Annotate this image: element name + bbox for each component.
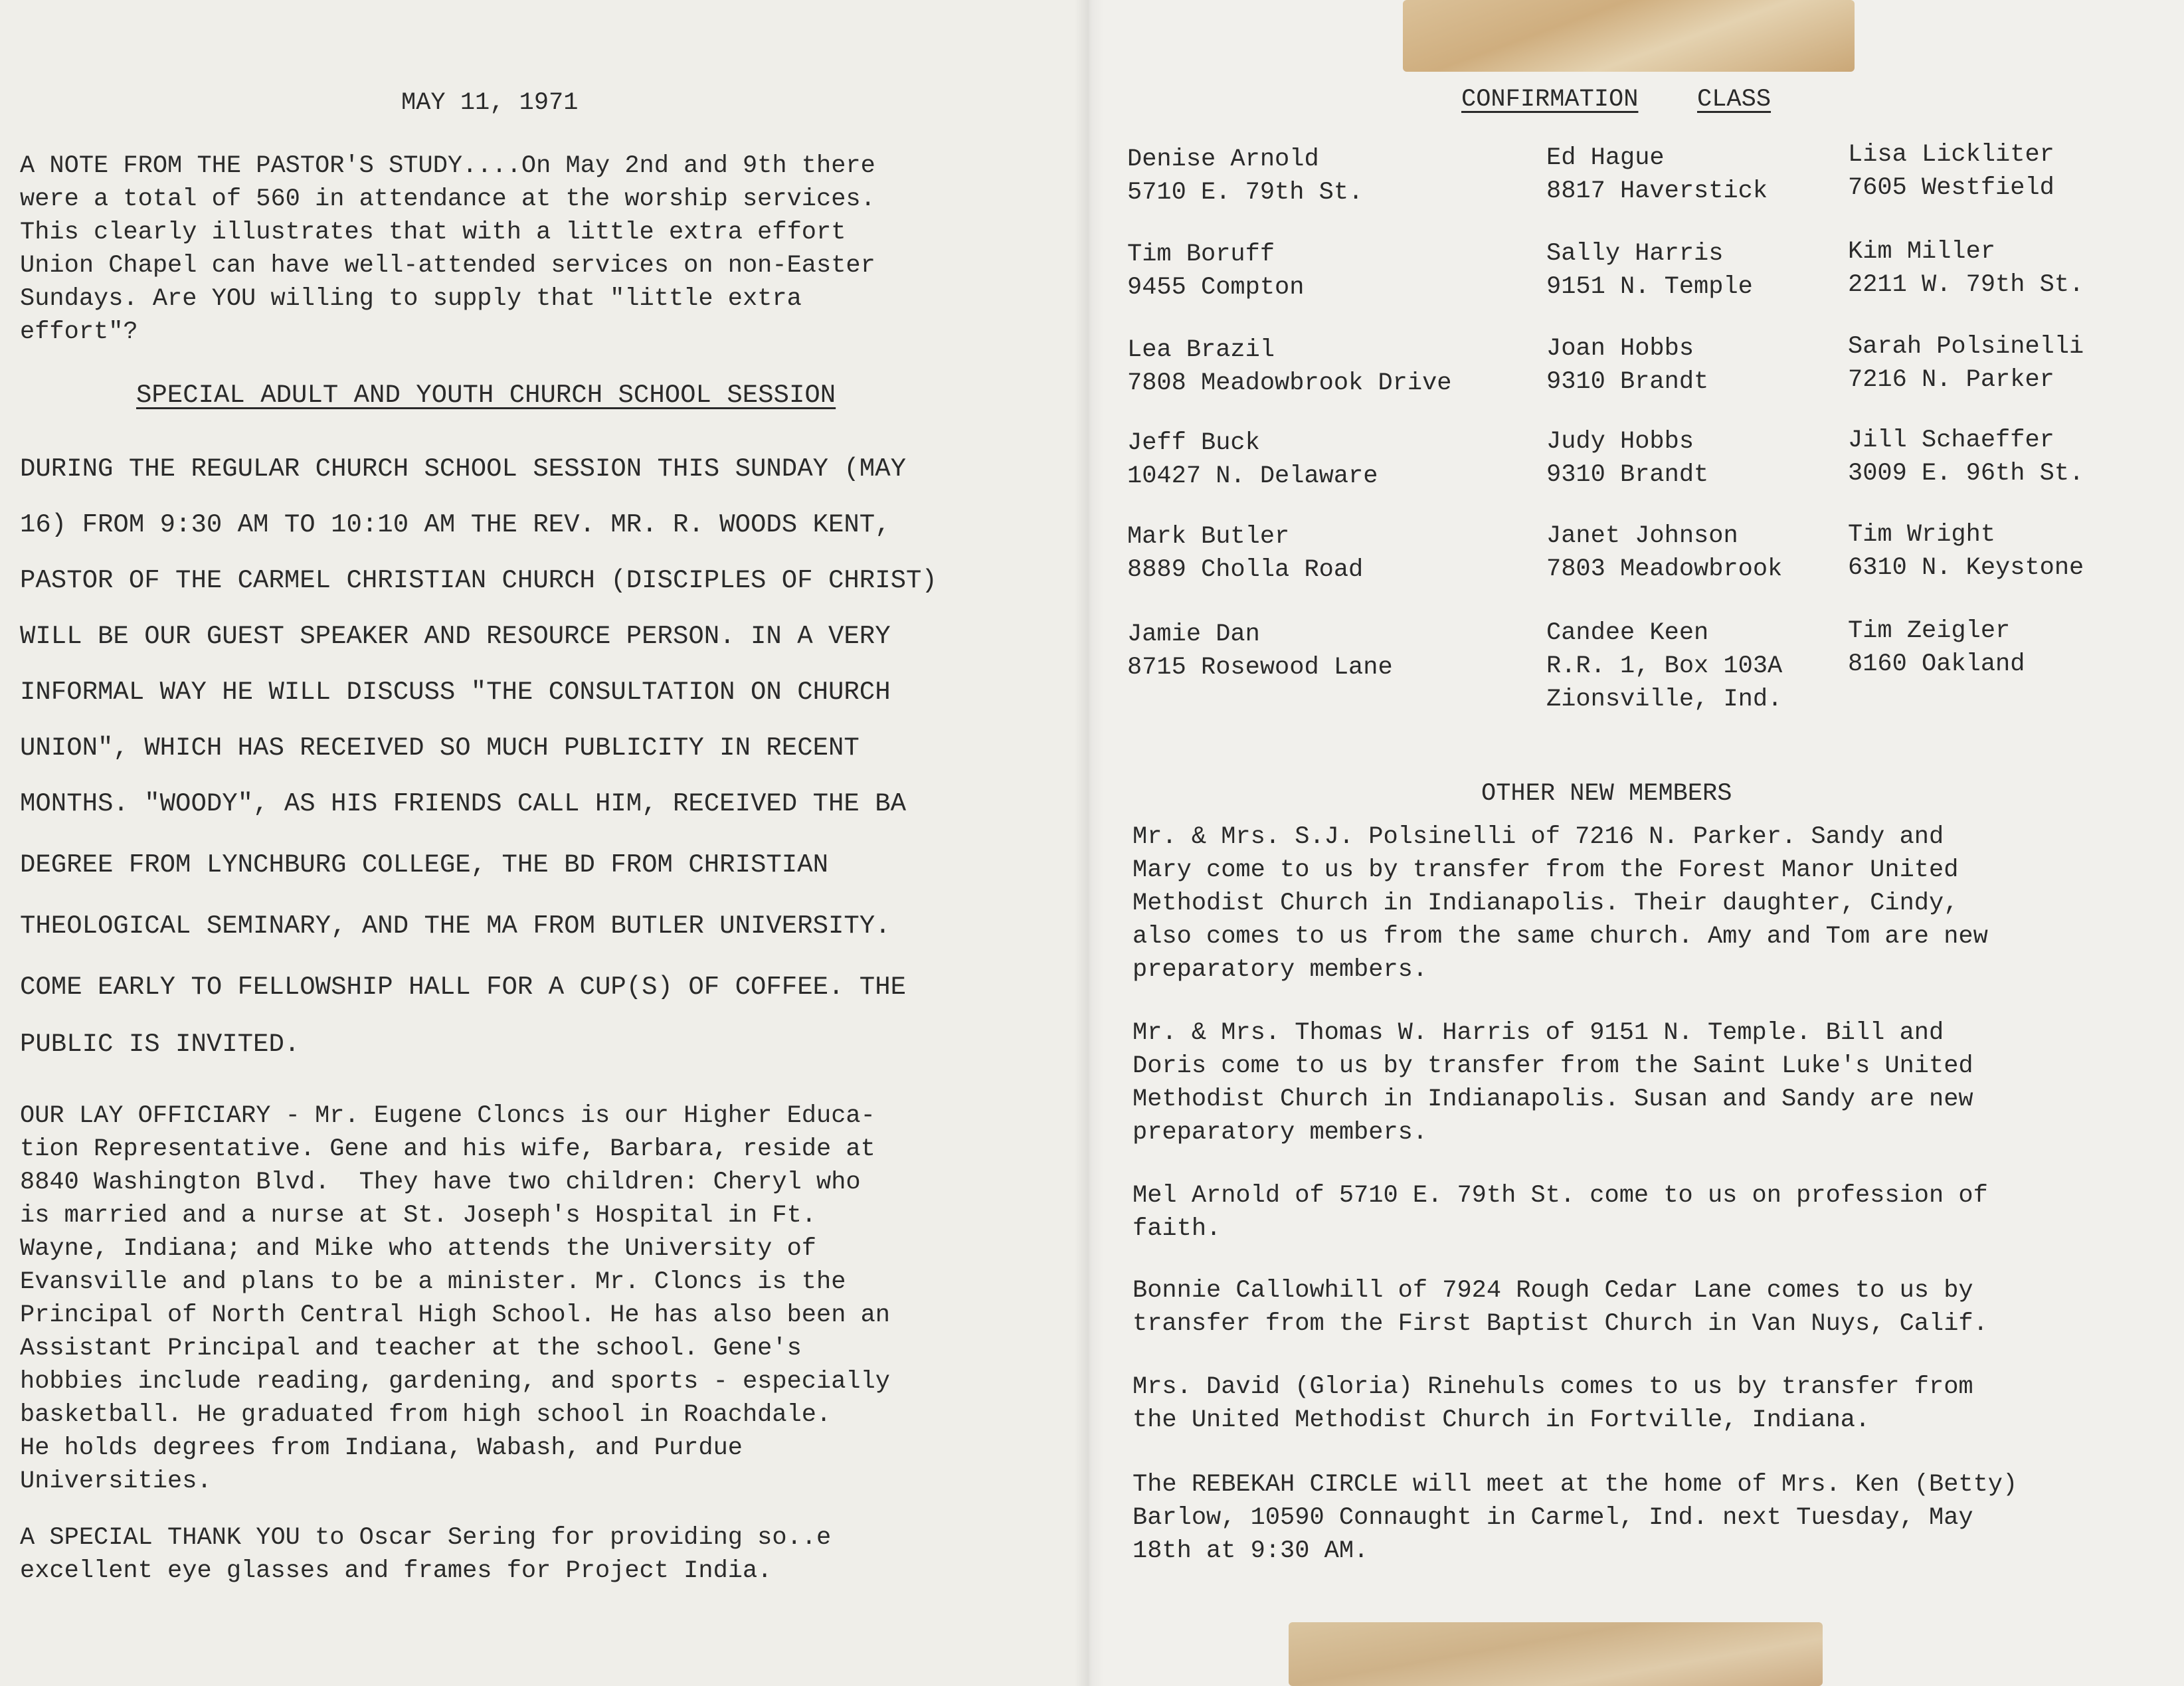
member-name: Sarah Polsinelli: [1848, 333, 2084, 361]
other-member-line: Methodist Church in Indianapolis. Susan and Sandy are new: [1133, 1085, 1973, 1113]
other-member-line: Doris come to us by transfer from the Saint Luke's United: [1133, 1052, 1973, 1080]
thank-you-line: A SPECIAL THANK YOU to Oscar Sering for providing so..e: [20, 1524, 832, 1552]
member-address: 9151 N. Temple: [1546, 273, 1753, 301]
member-name: Candee Keen: [1546, 619, 1709, 647]
other-member-line: 18th at 9:30 AM.: [1133, 1537, 1369, 1565]
special-session-line: MONTHS. "WOODY", AS HIS FRIENDS CALL HIM, RECEIVED THE BA: [20, 789, 907, 818]
tape-strip-bottom: [1289, 1622, 1823, 1686]
lay-officiary-line: Principal of North Central High School. He has also been an: [20, 1301, 891, 1329]
member-address: 7808 Meadowbrook Drive: [1127, 369, 1452, 397]
other-member-line: also comes to us from the same church. Amy and Tom are new: [1133, 923, 1988, 951]
member-name: Sally Harris: [1546, 240, 1724, 268]
member-name: Tim Boruff: [1127, 240, 1275, 268]
confirmation-heading-word1: CONFIRMATION: [1461, 86, 1639, 114]
other-member-line: Mrs. David (Gloria) Rinehuls comes to us by transfer from: [1133, 1373, 1973, 1401]
lay-officiary-line: tion Representative. Gene and his wife, Barbara, reside at: [20, 1135, 875, 1163]
member-address: 7605 Westfield: [1848, 174, 2054, 202]
lay-officiary-line: Wayne, Indiana; and Mike who attends the University of: [20, 1235, 816, 1263]
member-name: Lea Brazil: [1127, 336, 1275, 364]
pastor-note-line: Sundays. Are YOU willing to supply that "little extra: [20, 285, 802, 313]
lay-officiary-line: OUR LAY OFFICIARY - Mr. Eugene Cloncs is our Higher Educa-: [20, 1102, 875, 1130]
member-address: 6310 N. Keystone: [1848, 554, 2084, 582]
special-session-line: DURING THE REGULAR CHURCH SCHOOL SESSION THIS SUNDAY (MAY: [20, 454, 907, 484]
other-member-line: Bonnie Callowhill of 7924 Rough Cedar Lane comes to us by: [1133, 1277, 1973, 1305]
page-fold: [1075, 0, 1104, 1686]
member-address: 9455 Compton: [1127, 274, 1305, 302]
member-name: Denise Arnold: [1127, 145, 1319, 173]
member-name: Kim Miller: [1848, 238, 1996, 266]
other-member-line: faith.: [1133, 1215, 1222, 1243]
date-heading: MAY 11, 1971: [401, 89, 579, 117]
member-address: R.R. 1, Box 103A: [1546, 652, 1783, 680]
pastor-note-line: effort"?: [20, 318, 138, 346]
special-session-heading: SPECIAL ADULT AND YOUTH CHURCH SCHOOL SESSION: [136, 381, 836, 410]
other-member-line: Mr. & Mrs. S.J. Polsinelli of 7216 N. Parker. Sandy and: [1133, 823, 1944, 851]
special-session-line: PASTOR OF THE CARMEL CHRISTIAN CHURCH (DISCIPLES OF CHRIST): [20, 566, 937, 595]
lay-officiary-line: basketball. He graduated from high school in Roachdale.: [20, 1401, 832, 1429]
member-name: Joan Hobbs: [1546, 335, 1694, 363]
lay-officiary-line: Universities.: [20, 1467, 212, 1495]
other-member-line: Barlow, 10590 Connaught in Carmel, Ind. next Tuesday, May: [1133, 1504, 1973, 1532]
lay-officiary-line: Evansville and plans to be a minister. Mr. Cloncs is the: [20, 1268, 846, 1296]
pastor-note-line: Union Chapel can have well-attended services on non-Easter: [20, 252, 875, 280]
member-name: Lisa Lickliter: [1848, 141, 2054, 169]
other-member-line: Mary come to us by transfer from the Forest Manor United: [1133, 856, 1959, 884]
lay-officiary-line: Assistant Principal and teacher at the school. Gene's: [20, 1335, 802, 1362]
pastor-note-line: were a total of 560 in attendance at the worship services.: [20, 185, 875, 213]
member-address: 3009 E. 96th St.: [1848, 460, 2084, 488]
member-address: Zionsville, Ind.: [1546, 686, 1783, 713]
member-address: 7216 N. Parker: [1848, 366, 2054, 394]
member-name: Judy Hobbs: [1546, 428, 1694, 456]
pastor-note-line: This clearly illustrates that with a little extra effort: [20, 219, 846, 246]
special-session-line: PUBLIC IS INVITED.: [20, 1030, 300, 1059]
lay-officiary-line: He holds degrees from Indiana, Wabash, and Purdue: [20, 1434, 743, 1462]
member-name: Jill Schaeffer: [1848, 426, 2054, 454]
other-member-line: Methodist Church in Indianapolis. Their daughter, Cindy,: [1133, 890, 1959, 917]
tape-strip-top: [1403, 0, 1855, 72]
special-session-line: DEGREE FROM LYNCHBURG COLLEGE, THE BD FROM CHRISTIAN: [20, 850, 828, 880]
member-address: 5710 E. 79th St.: [1127, 179, 1364, 207]
other-member-line: Mr. & Mrs. Thomas W. Harris of 9151 N. Temple. Bill and: [1133, 1019, 1944, 1047]
member-name: Ed Hague: [1546, 144, 1665, 172]
special-session-line: THEOLOGICAL SEMINARY, AND THE MA FROM BUTLER UNIVERSITY.: [20, 911, 891, 941]
member-address: 8817 Haverstick: [1546, 177, 1768, 205]
other-member-line: Mel Arnold of 5710 E. 79th St. come to us on profession of: [1133, 1182, 1988, 1210]
member-name: Tim Zeigler: [1848, 617, 2011, 645]
member-address: 8715 Rosewood Lane: [1127, 654, 1393, 682]
member-address: 10427 N. Delaware: [1127, 462, 1378, 490]
special-session-line: COME EARLY TO FELLOWSHIP HALL FOR A CUP(S) OF COFFEE. THE: [20, 973, 907, 1002]
member-name: Jeff Buck: [1127, 429, 1260, 457]
lay-officiary-line: 8840 Washington Blvd. They have two children: Cheryl who: [20, 1169, 861, 1196]
special-session-line: UNION", WHICH HAS RECEIVED SO MUCH PUBLICITY IN RECENT: [20, 733, 860, 763]
member-name: Tim Wright: [1848, 521, 1996, 549]
special-session-line: WILL BE OUR GUEST SPEAKER AND RESOURCE PERSON. IN A VERY: [20, 622, 891, 651]
member-address: 8160 Oakland: [1848, 650, 2025, 678]
confirmation-heading-word2: CLASS: [1697, 86, 1772, 114]
lay-officiary-line: hobbies include reading, gardening, and sports - especially: [20, 1368, 891, 1396]
special-session-line: 16) FROM 9:30 AM TO 10:10 AM THE REV. MR. R. WOODS KENT,: [20, 510, 891, 539]
member-name: Mark Butler: [1127, 523, 1290, 551]
other-members-heading: OTHER NEW MEMBERS: [1481, 780, 1732, 808]
special-session-line: INFORMAL WAY HE WILL DISCUSS "THE CONSULTATION ON CHURCH: [20, 678, 891, 707]
member-name: Jamie Dan: [1127, 620, 1260, 648]
other-member-line: preparatory members.: [1133, 1119, 1428, 1147]
other-member-line: transfer from the First Baptist Church in Van Nuys, Calif.: [1133, 1310, 1988, 1338]
pastor-note-line: A NOTE FROM THE PASTOR'S STUDY....On May 2nd and 9th there: [20, 152, 875, 180]
thank-you-line: excellent eye glasses and frames for Project India.: [20, 1557, 773, 1585]
member-name: Janet Johnson: [1546, 522, 1738, 550]
other-member-line: The REBEKAH CIRCLE will meet at the home of Mrs. Ken (Betty): [1133, 1471, 2018, 1499]
member-address: 8889 Cholla Road: [1127, 556, 1364, 584]
member-address: 2211 W. 79th St.: [1848, 271, 2084, 299]
member-address: 9310 Brandt: [1546, 368, 1709, 396]
other-member-line: the United Methodist Church in Fortville, Indiana.: [1133, 1406, 1870, 1434]
other-member-line: preparatory members.: [1133, 956, 1428, 984]
member-address: 9310 Brandt: [1546, 461, 1709, 489]
lay-officiary-line: is married and a nurse at St. Joseph's Hospital in Ft.: [20, 1202, 816, 1230]
member-address: 7803 Meadowbrook: [1546, 555, 1783, 583]
